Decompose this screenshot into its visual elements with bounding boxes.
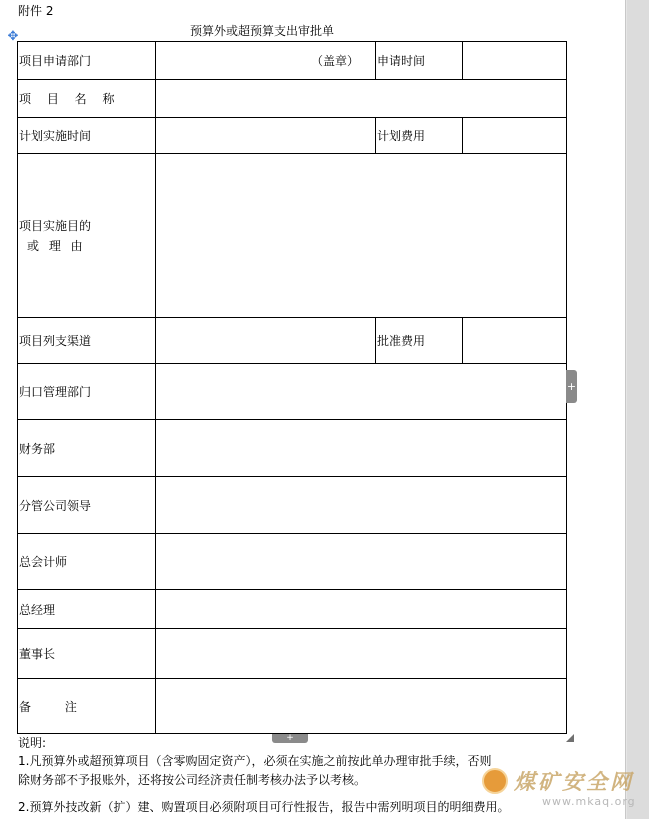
plan-cost-label: 计划费用 — [376, 118, 463, 154]
dept-label: 项目申请部门 — [18, 42, 156, 80]
chief-accountant-cell[interactable] — [156, 534, 567, 590]
chairman-label: 董事长 — [18, 629, 156, 679]
channel-label: 项目列支渠道 — [18, 318, 156, 364]
note-item-1-line-2: 除财务部不予报账外，还将按公司经济责任制考核办法予以考核。 — [18, 773, 367, 787]
plan-time-label: 计划实施时间 — [18, 118, 156, 154]
add-row-button[interactable]: + — [272, 734, 308, 743]
table-row — [18, 679, 567, 734]
watermark-url: www.mkaq.org — [542, 795, 636, 808]
approval-form-table — [17, 41, 567, 734]
apply-time-label: 申请时间 — [376, 42, 463, 80]
purpose-label-line1: 项目实施目的 — [19, 218, 92, 233]
attachment-label: 附件 2 — [18, 4, 54, 18]
table-row — [18, 364, 567, 420]
note-item-1-line-1: 1.凡预算外或超预算项目（含零购固定资产），必须在实施之前按此单办理审批手续，否则 — [18, 754, 492, 768]
approved-cost-label: 批准费用 — [376, 318, 463, 364]
watermark — [476, 764, 641, 814]
table-row — [18, 534, 567, 590]
leader-label: 分管公司领导 — [18, 477, 156, 534]
plan-time-cell[interactable] — [156, 118, 376, 154]
mgmt-dept-cell[interactable] — [156, 364, 567, 420]
table-row — [18, 420, 567, 477]
table-row — [18, 477, 567, 534]
channel-cell[interactable] — [156, 318, 376, 364]
finance-cell[interactable] — [156, 420, 567, 477]
table-resize-handle[interactable] — [566, 734, 574, 742]
project-name-cell[interactable] — [156, 80, 567, 118]
stamp-label: （盖章） — [310, 54, 359, 68]
add-column-button[interactable]: + — [566, 370, 577, 403]
table-row — [18, 629, 567, 679]
form-title: 预算外或超预算支出审批单 — [190, 24, 335, 38]
table-row — [18, 154, 567, 318]
chairman-cell[interactable] — [156, 629, 567, 679]
approved-cost-cell[interactable] — [463, 318, 567, 364]
remarks-cell[interactable] — [156, 679, 567, 734]
four-arrow-move-icon[interactable]: ✥ — [7, 29, 19, 44]
remarks-label: 备 注 — [18, 679, 156, 734]
dept-cell[interactable] — [156, 42, 376, 80]
purpose-cell[interactable] — [156, 154, 567, 318]
table-row — [18, 318, 567, 364]
note-item-2: 2.预算外技改新（扩）建、购置项目必须附项目可行性报告，报告中需列明项目的明细费用。 — [18, 800, 510, 814]
leader-cell[interactable] — [156, 477, 567, 534]
project-name-label: 项 目 名 称 — [18, 80, 156, 118]
gm-cell[interactable] — [156, 590, 567, 629]
mgmt-dept-label: 归口管理部门 — [18, 364, 156, 420]
watermark-logo-icon — [482, 768, 508, 794]
finance-label: 财务部 — [18, 420, 156, 477]
table-row — [18, 80, 567, 118]
plan-cost-cell[interactable] — [463, 118, 567, 154]
watermark-site-name: 煤矿安全网 — [514, 769, 634, 794]
chief-accountant-label: 总会计师 — [18, 534, 156, 590]
table-row — [18, 118, 567, 154]
table-row — [18, 42, 567, 80]
purpose-label-line2: 或 理 由 — [27, 238, 86, 253]
apply-time-cell[interactable] — [463, 42, 567, 80]
gm-label: 总经理 — [18, 590, 156, 629]
purpose-label — [18, 154, 156, 318]
notes-title: 说明: — [18, 736, 47, 750]
table-row — [18, 590, 567, 629]
window-side-strip — [627, 0, 649, 819]
